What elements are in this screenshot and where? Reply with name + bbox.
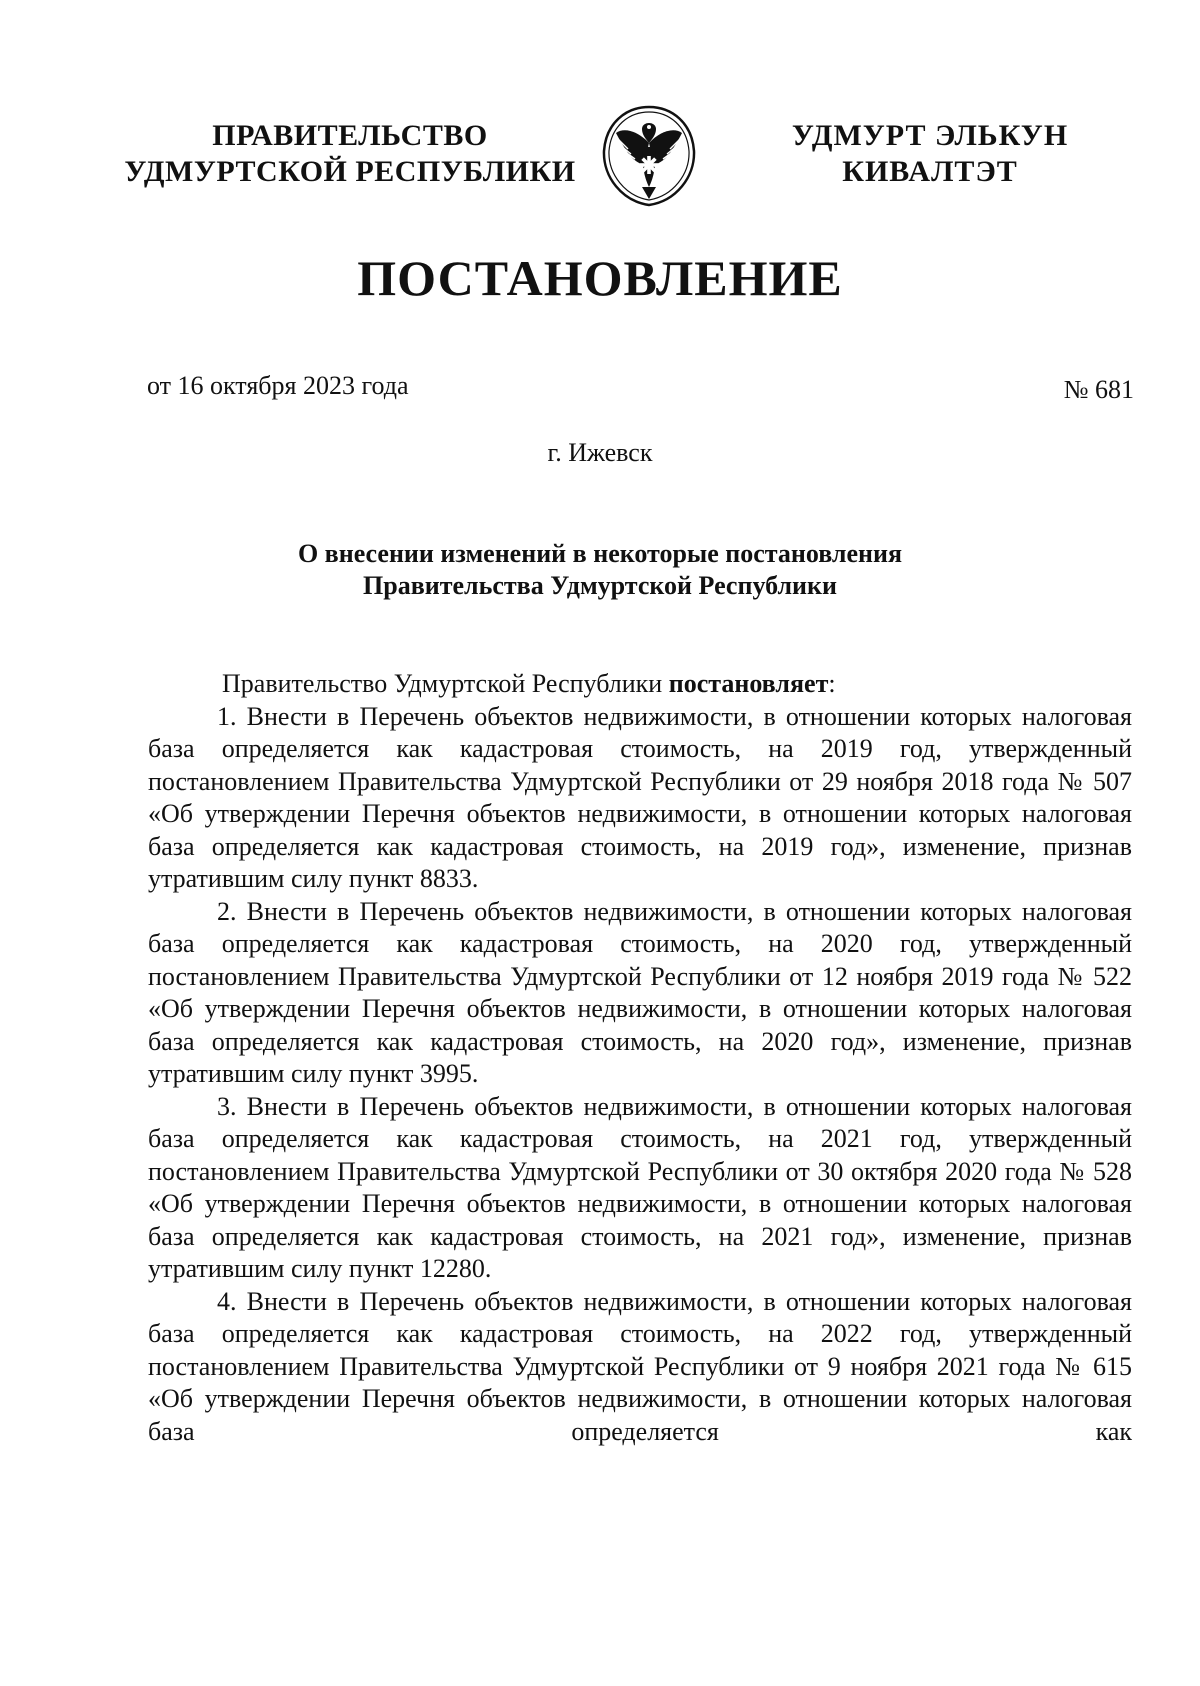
issuer-name-line-1: ПРАВИТЕЛЬСТВО <box>212 119 488 152</box>
body-paragraph-3: 3. Внести в Перечень объектов недвижимости, в отношении которых налоговая база определяется как кадастровая стоимость, на 2021 год, утвержденный постановлением Правительства Удмуртской Республики от 30 октября 2020 года № 528 «Об утверждении Перечня объектов недвижимости, в отношении которых налоговая база определяется как кадастровая стоимость, на 2021 год», изменение, признав утратившим силу пункт 12280. <box>148 1091 1132 1283</box>
document-number: № 681 <box>1063 375 1134 404</box>
body-paragraph-4: 4. Внести в Перечень объектов недвижимости, в отношении которых налоговая база определяется как кадастровая стоимость, на 2022 год, утвержденный постановлением Правительства Удмуртской Республики от 9 ноября 2021 года № 615 «Об утверждении Перечня объектов недвижимости, в отношении которых налоговая база определяется как <box>148 1286 1132 1446</box>
body-paragraph-1: 1. Внести в Перечень объектов недвижимости, в отношении которых налоговая база определяется как кадастровая стоимость, на 2019 год, утвержденный постановлением Правительства Удмуртской Республики от 29 ноября 2018 года № 507 «Об утверждении Перечня объектов недвижимости, в отношении которых налоговая база определяется как кадастровая стоимость, на 2019 год», изменение, признав утратившим силу пункт 8833. <box>148 701 1132 893</box>
intro-verb: постановляет <box>668 669 829 698</box>
document-title-line-1: О внесении изменений в некоторые постановления <box>297 539 903 568</box>
issuer-name-russian <box>120 118 580 190</box>
udmurt-republic-emblem-icon <box>598 103 700 209</box>
issuer-name-udmurt-line-1: УДМУРТ ЭЛЬКУН <box>791 119 1069 152</box>
intro-text: Правительство Удмуртской Республики <box>222 669 669 698</box>
document-date: от 16 октября 2023 года <box>147 371 409 400</box>
document-title <box>0 538 1200 602</box>
body-paragraph-2: 2. Внести в Перечень объектов недвижимости, в отношении которых налоговая база определяется как кадастровая стоимость, на 2020 год, утвержденный постановлением Правительства Удмуртской Республики от 12 ноября 2019 года № 522 «Об утверждении Перечня объектов недвижимости, в отношении которых налоговая база определяется как кадастровая стоимость, на 2020 год», изменение, признав утратившим силу пункт 3995. <box>148 896 1132 1088</box>
issuer-name-udmurt-line-2: КИВАЛТЭТ <box>842 155 1018 188</box>
document-title-line-2: Правительства Удмуртской Республики <box>363 571 837 600</box>
issuer-name-line-2: УДМУРТСКОЙ РЕСПУБЛИКИ <box>124 155 576 188</box>
document-type-heading: ПОСТАНОВЛЕНИЕ <box>357 250 843 306</box>
issuer-name-udmurt <box>740 118 1120 190</box>
resolution-intro <box>148 668 1132 701</box>
intro-colon: : <box>828 669 836 698</box>
document-body <box>148 668 1132 1448</box>
document-city: г. Ижевск <box>547 438 653 467</box>
